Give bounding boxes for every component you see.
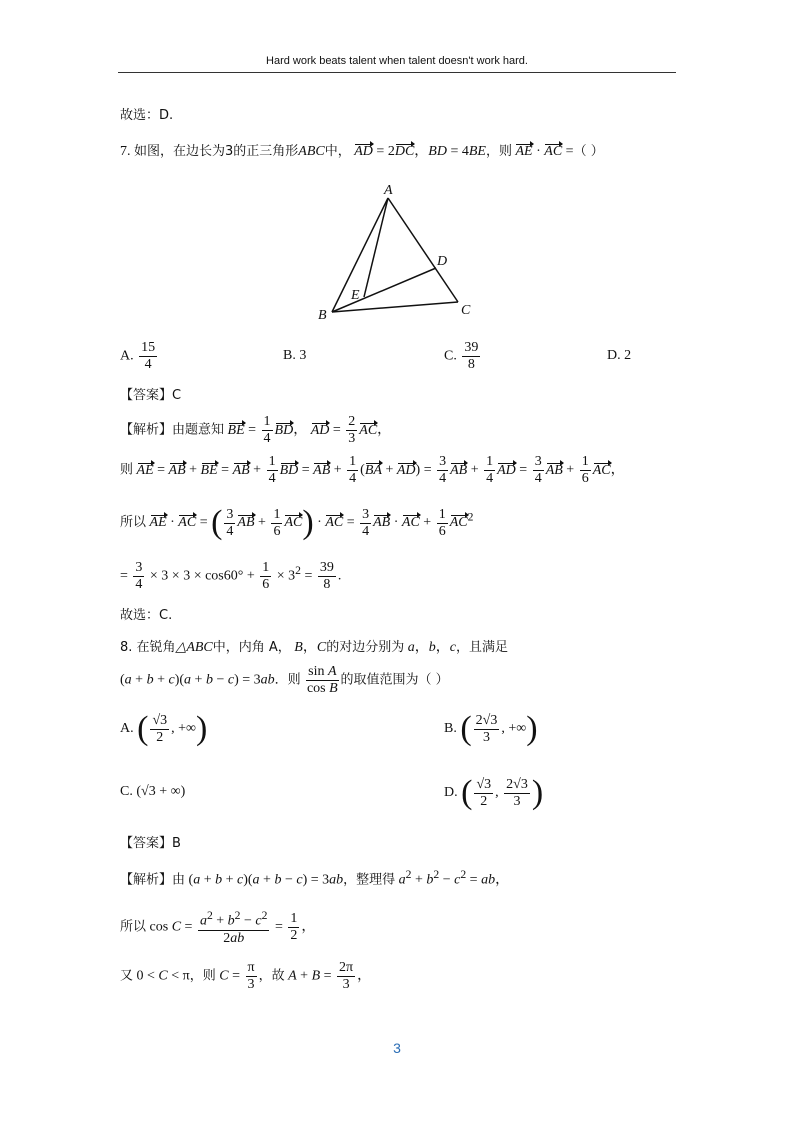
q7-analysis-2: 则 AE = AB + BE = AB + $\frac{1}{4}$ BD = AB + $\frac{1}{4}$ (BA + AD) = $\frac{3}{4}$ AB + $\frac{1}{4}$ AD = $\frac{3}{4}$ AB + $\frac{1}{6}$ AC， <box>120 454 625 486</box>
side-ab <box>332 198 388 312</box>
label-b: B <box>318 308 327 323</box>
q8-option-d: D. ( $\frac{√3}{2}$ , $\frac{2√3}{3}$ ) <box>444 774 544 811</box>
header-rule <box>118 72 676 73</box>
triangle-figure <box>310 178 480 323</box>
segment-ae <box>364 198 388 297</box>
label-a: A <box>384 183 393 198</box>
q7-analysis-3: 所以 AE · AC = ( $\frac{3}{4}$ AB + $\frac{1}{6}$ AC) · AC = $\frac{3}{4}$ AB · AC + $\frac{1}{6}$ $AC^2$ <box>120 504 474 541</box>
q7-analysis-4: = $\frac{3}{4}$ × 3 × 3 × cos60° + $\frac{1}{6}$ × $3^2$ = $\frac{39}{8}$ . <box>120 560 342 592</box>
q7-analysis-1: 【解析】由题意知 BE = $\frac{1}{4}$ BD， AD = $\frac{2}{3}$ AC， <box>120 414 392 446</box>
q7-option-a: A. $\frac{15}{4}$ <box>120 340 156 372</box>
q7-stem: 7. 如图，在边长为3的正三角形ABC中， AD = 2DC，BD = 4BE，则 AE · AC =（ ） <box>120 144 604 159</box>
side-ac <box>388 198 458 302</box>
q8-analysis-2: 所以 cos C = $\frac{a^2 + b^2 - c^2}{2ab}$ = $\frac{1}{2}$ ， <box>120 909 316 946</box>
q8-option-a: A. ( $\frac{√3}{2}$ , +∞) <box>120 710 208 747</box>
q7-option-b: B. 3 <box>283 348 307 363</box>
q8-analysis-1: 【解析】由 (a + b + c)(a + b − c) = 3ab，整理得 $a^2 + b^2 - c^2$ = ab， <box>120 868 510 888</box>
q8-option-b: B. ( $\frac{2√3}{3}$ , +∞) <box>444 710 538 747</box>
q8-stem-1: 8. 在锐角△ABC中，内角 A， B，C的对边分别为 a，b，c，且满足 <box>120 640 508 655</box>
q7-option-c: C. $\frac{39}{8}$ <box>444 340 479 372</box>
q7-option-d: D. 2 <box>607 348 632 363</box>
q8-option-c: C. (√3 + ∞) <box>120 784 186 799</box>
page-header: Hard work beats talent when talent doesn't work hard. <box>266 55 528 67</box>
q8-analysis-3: 又 0 < C < π，则 C = $\frac{\pi}{3}$ ，故 A + B = $\frac{2\pi}{3}$ ， <box>120 960 372 992</box>
label-c: C <box>461 303 471 318</box>
page-number: 3 <box>393 1040 401 1056</box>
q7-choice: 故选：C. <box>120 608 173 623</box>
q8-stem-2: (a + b + c)(a + b − c) = 3ab．则 $\frac{\text{sin A}}{\text{cos B}}$ 的取值范围为（ ） <box>120 664 449 696</box>
q7-answer: 【答案】C <box>120 388 182 403</box>
q8-answer: 【答案】B <box>120 836 181 851</box>
label-e: E <box>351 288 360 303</box>
label-d: D <box>437 254 448 269</box>
prev-choice: 故选：D. <box>120 108 174 123</box>
